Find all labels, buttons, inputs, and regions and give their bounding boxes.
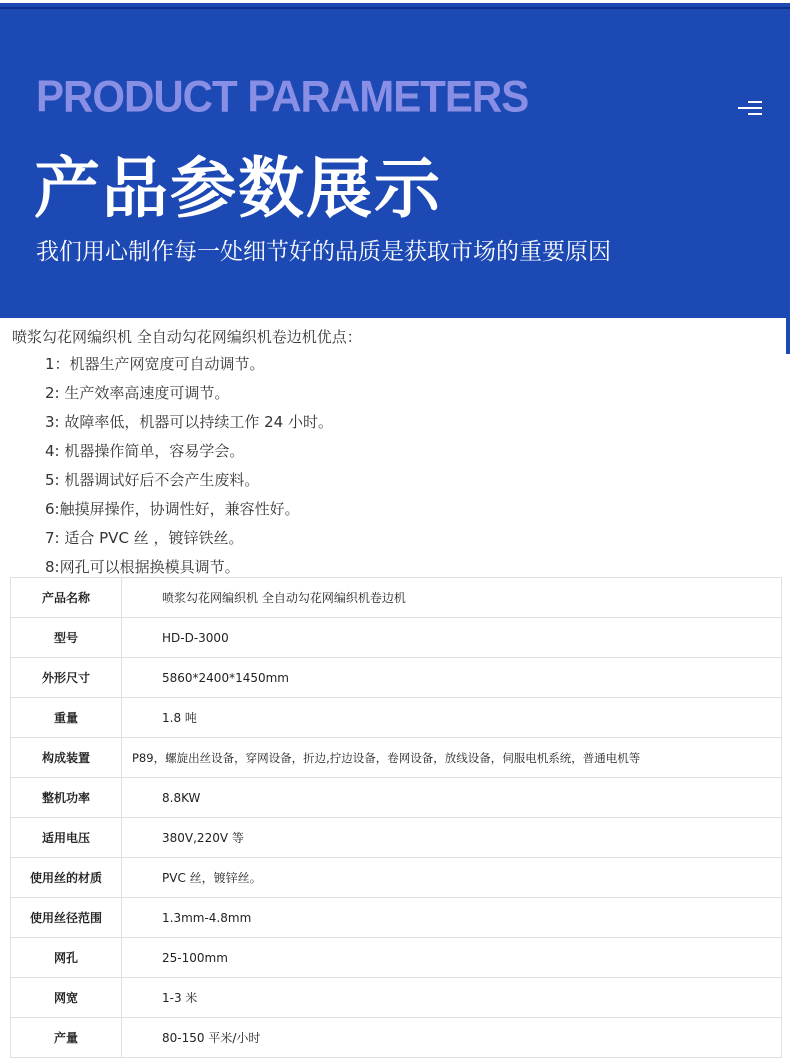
table-row bbox=[11, 978, 782, 1018]
table-row bbox=[11, 818, 782, 858]
param-label: 外形尺寸 bbox=[11, 658, 122, 698]
param-label: 网宽 bbox=[11, 978, 122, 1018]
table-row bbox=[11, 858, 782, 898]
param-value: 80-150 平米/小时 bbox=[122, 1018, 782, 1058]
feature-item: 5: 机器调试好后不会产生废料。 bbox=[45, 471, 260, 489]
edge-decoration bbox=[786, 318, 790, 354]
feature-item: 6:触摸屏操作，协调性好，兼容性好。 bbox=[45, 500, 300, 518]
menu-icon-line bbox=[748, 113, 762, 115]
table-row bbox=[11, 578, 782, 618]
subtitle: 我们用心制作每一处细节好的品质是获取市场的重要原因 bbox=[36, 239, 611, 265]
param-value: 5860*2400*1450mm bbox=[122, 658, 782, 698]
param-label: 构成装置 bbox=[11, 738, 122, 778]
param-label: 型号 bbox=[11, 618, 122, 658]
param-label: 使用丝径范围 bbox=[11, 898, 122, 938]
features-heading: 喷浆勾花网编织机 全自动勾花网编织机卷边机优点： bbox=[12, 328, 362, 346]
param-value: 1.3mm-4.8mm bbox=[122, 898, 782, 938]
table-row bbox=[11, 898, 782, 938]
param-value: 1-3 米 bbox=[122, 978, 782, 1018]
parameters-table bbox=[10, 577, 782, 1058]
table-row bbox=[11, 658, 782, 698]
menu-icon-line bbox=[748, 101, 762, 103]
menu-icon-line bbox=[738, 107, 762, 109]
page-title: 产品参数展示 bbox=[34, 150, 442, 227]
param-label: 重量 bbox=[11, 698, 122, 738]
header-divider bbox=[0, 7, 790, 9]
param-label: 网孔 bbox=[11, 938, 122, 978]
feature-item: 3: 故障率低，机器可以持续工作 24 小时。 bbox=[45, 413, 333, 431]
feature-item: 4: 机器操作简单，容易学会。 bbox=[45, 442, 245, 460]
header-banner bbox=[0, 0, 790, 318]
feature-item: 1：机器生产网宽度可自动调节。 bbox=[45, 355, 265, 373]
param-value: 380V,220V 等 bbox=[122, 818, 782, 858]
param-value: HD-D-3000 bbox=[122, 618, 782, 658]
param-value: 喷浆勾花网编织机 全自动勾花网编织机卷边机 bbox=[122, 578, 782, 618]
param-label: 产量 bbox=[11, 1018, 122, 1058]
param-value: PVC 丝，镀锌丝。 bbox=[122, 858, 782, 898]
table-row bbox=[11, 738, 782, 778]
table-row bbox=[11, 618, 782, 658]
param-value: P89，螺旋出丝设备，穿网设备，折边,拧边设备，卷网设备，放线设备，伺服电机系统，普通电机等 bbox=[122, 738, 782, 778]
param-label: 适用电压 bbox=[11, 818, 122, 858]
param-label: 产品名称 bbox=[11, 578, 122, 618]
param-label: 使用丝的材质 bbox=[11, 858, 122, 898]
feature-item: 8:网孔可以根据换模具调节。 bbox=[45, 558, 240, 576]
english-title: PRODUCT PARAMETERS bbox=[36, 71, 529, 122]
menu-icon[interactable] bbox=[738, 101, 762, 117]
param-value: 1.8 吨 bbox=[122, 698, 782, 738]
feature-item: 7: 适合 PVC 丝 ，镀锌铁丝。 bbox=[45, 529, 244, 547]
param-label: 整机功率 bbox=[11, 778, 122, 818]
param-value: 8.8KW bbox=[122, 778, 782, 818]
table-row bbox=[11, 698, 782, 738]
feature-item: 2: 生产效率高速度可调节。 bbox=[45, 384, 230, 402]
param-value: 25-100mm bbox=[122, 938, 782, 978]
table-row bbox=[11, 938, 782, 978]
table-row bbox=[11, 778, 782, 818]
table-row bbox=[11, 1018, 782, 1058]
